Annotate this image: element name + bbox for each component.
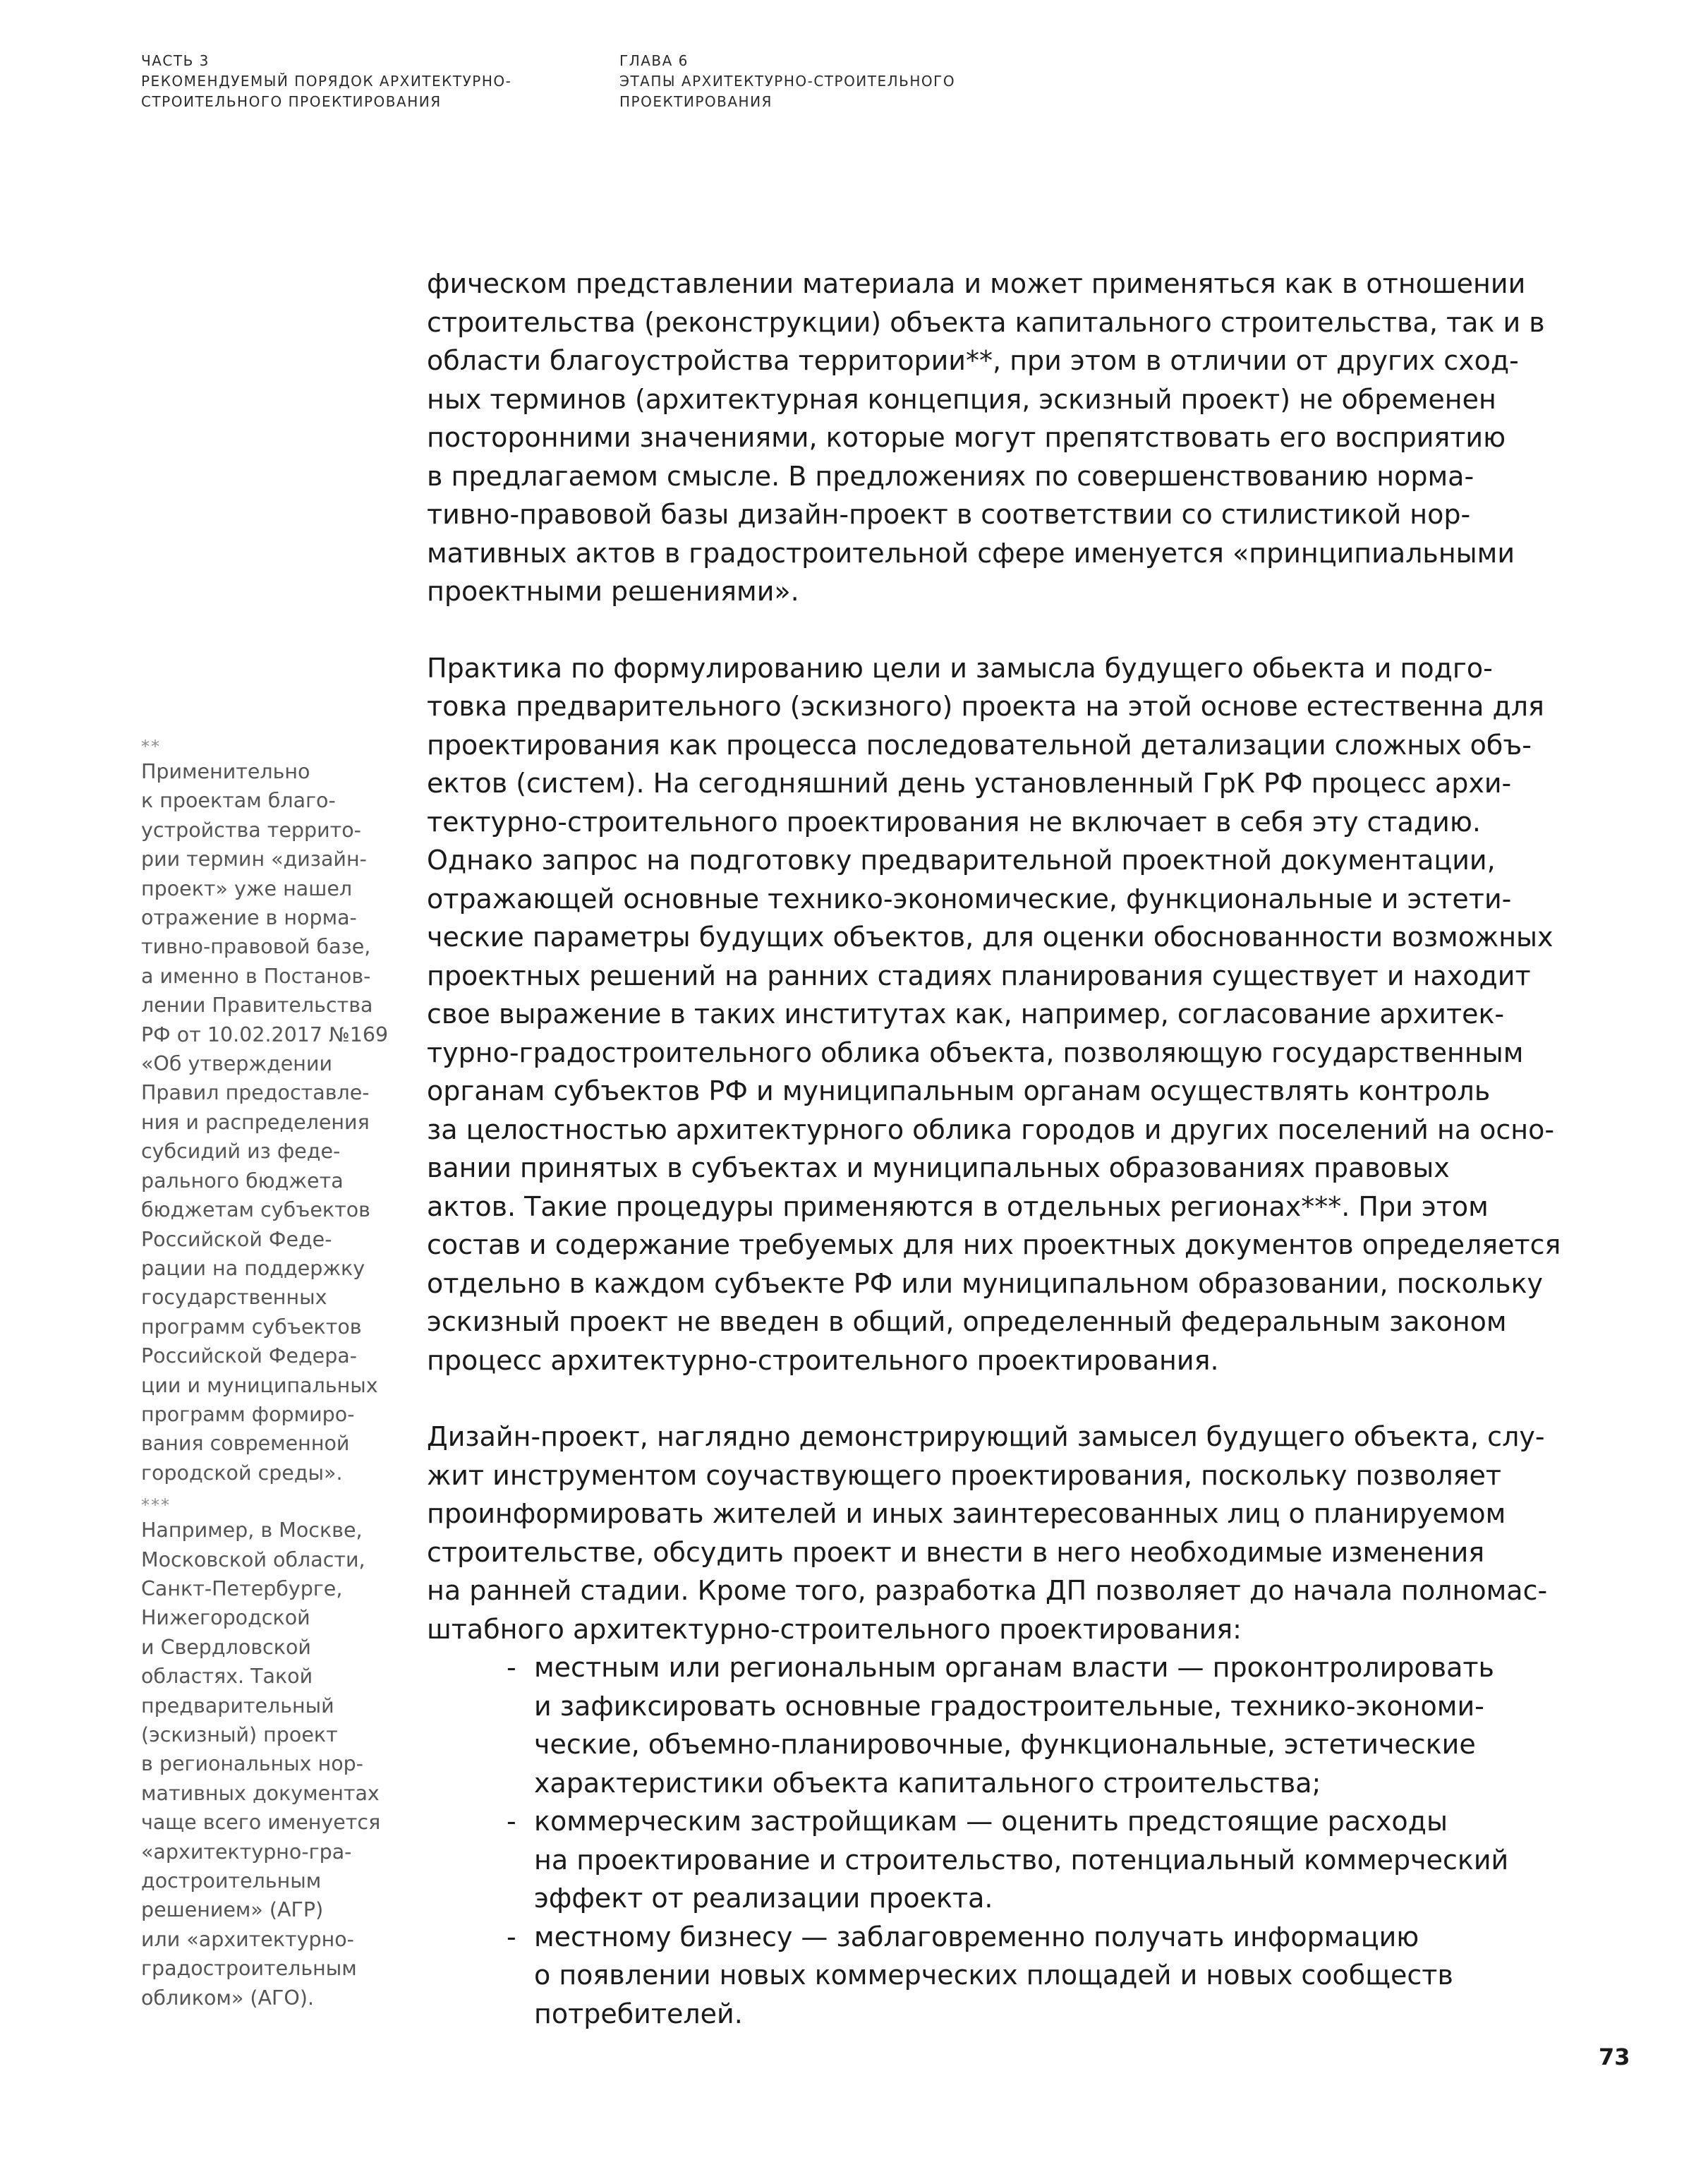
text-line: области благоустройства территории**, при этом в отличии от других сход- <box>427 345 1519 376</box>
footnote-line: бюджетам субъектов <box>141 1198 370 1222</box>
header-chapter-line: ЭТАПЫ АРХИТЕКТУРНО-СТРОИТЕЛЬНОГО <box>619 73 956 90</box>
footnote-line: тивно-правовой базе, <box>141 935 371 959</box>
sidebar-footnotes <box>141 736 395 2012</box>
text-line: свое выражение в таких институтах как, например, согласование архитек- <box>427 998 1505 1030</box>
text-line: коммерческим застройщикам — оценить предстоящие расходы <box>534 1806 1448 1837</box>
text-line: посторонними значениями, которые могут препятствовать его восприятию <box>427 422 1506 453</box>
text-line: о появлении новых коммерческих площадей и новых сообществ <box>534 1960 1453 1991</box>
text-line: строительства (реконструкции) объекта капитального строительства, так и в <box>427 306 1545 338</box>
footnote-line: программ формиро- <box>141 1402 355 1426</box>
footnote-line: Российской Феде- <box>141 1227 332 1251</box>
footnote-line: городской среды». <box>141 1461 343 1485</box>
text-line: проектирования как процесса последовательной детализации сложных объ- <box>427 729 1532 761</box>
footnote-line: субсидий из феде- <box>141 1140 341 1164</box>
text-line: характеристики объекта капитального строительства; <box>534 1767 1321 1799</box>
footnote <box>141 736 395 1487</box>
footnote-line: программ субъектов <box>141 1315 362 1339</box>
text-line: ческие параметры будущих объектов, для оценки обоснованности возможных <box>427 922 1553 953</box>
text-line: тектурно-строительного проектирования не включает в себя эту стадию. <box>427 806 1481 838</box>
footnote-line: лении Правительства <box>141 994 373 1018</box>
text-line: вании принятых в субъектах и муниципальных образованиях правовых <box>427 1152 1450 1183</box>
text-line: Дизайн-проект, наглядно демонстрирующий замысел будущего объекта, слу- <box>427 1421 1545 1452</box>
paragraph <box>427 1418 1548 2033</box>
footnote-line: Нижегородской <box>141 1606 310 1630</box>
footnote-line: государственных <box>141 1286 327 1310</box>
footnote-line: градостроительным <box>141 1957 357 1981</box>
text-line: состав и содержание требуемых для них проектных документов определяется <box>427 1229 1561 1260</box>
footnote-line: а именно в Постанов- <box>141 964 371 988</box>
bullet-marker: - <box>507 1806 516 1837</box>
footnote-line: к проектам благо- <box>141 789 336 813</box>
footnote-line: областях. Такой <box>141 1665 313 1689</box>
footnote-line: «Об утверждении <box>141 1052 332 1076</box>
text-line: в предлагаемом смысле. В предложениях по совершенствованию норма- <box>427 460 1474 492</box>
text-line: штабного архитектурно-строительного проектирования: <box>427 1613 1242 1645</box>
text-line: за целостностью архитектурного облика городов и других поселений на осно- <box>427 1113 1555 1145</box>
header-part-line: СТРОИТЕЛЬНОГО ПРОЕКТИРОВАНИЯ <box>141 93 442 110</box>
text-line: отражающей основные технико-экономические, функциональные и эстети- <box>427 883 1512 915</box>
text-line: проектными решениями». <box>427 576 799 607</box>
main-text <box>427 265 1561 2033</box>
header-chapter-line: ПРОЕКТИРОВАНИЯ <box>619 93 773 110</box>
footnote-line: РФ от 10.02.2017 №169 <box>141 1022 389 1046</box>
footnote-line: вания современной <box>141 1432 350 1456</box>
footnote-mark: *** <box>141 1495 171 1516</box>
footnote-line: Применительно <box>141 760 310 783</box>
text-line: отдельно в каждом субъекте РФ или муниципальном образовании, поскольку <box>427 1267 1544 1299</box>
text-line: ческие, объемно-планировочные, функциональные, эстетические <box>534 1729 1476 1760</box>
footnote-line: «архитектурно-гра- <box>141 1840 352 1864</box>
text-line: мативных актов в градостроительной сфере именуется «принципиальными <box>427 537 1515 569</box>
text-line: проинформировать жителей и иных заинтересованных лиц о планируемом <box>427 1498 1506 1529</box>
bullet-marker: - <box>507 1921 516 1952</box>
footnote-line: обликом» (АГО). <box>141 1986 315 2010</box>
text-line: эффект от реализации проекта. <box>534 1883 993 1914</box>
footnote-line: Российской Федера- <box>141 1344 358 1368</box>
footnote-line: рации на поддержку <box>141 1256 365 1280</box>
footnote-line: Правил предоставле- <box>141 1081 370 1105</box>
text-line: на проектирование и строительство, потенциальный коммерческий <box>534 1844 1509 1876</box>
footnote-line: чаще всего именуется <box>141 1811 381 1835</box>
footnote-line: Санкт-Петербурге, <box>141 1576 343 1600</box>
text-line: органам субъектов РФ и муниципальным органам осуществлять контроль <box>427 1075 1491 1106</box>
text-line: строительстве, обсудить проект и внести в него необходимые изменения <box>427 1536 1485 1568</box>
running-header-chapter <box>619 51 1057 112</box>
footnote-line: устройства террито- <box>141 818 361 842</box>
paragraph <box>427 649 1561 1380</box>
header-part-line: РЕКОМЕНДУЕМЫЙ ПОРЯДОК АРХИТЕКТУРНО- <box>141 73 512 90</box>
header-part-line: ЧАСТЬ 3 <box>141 52 210 69</box>
text-line: эскизный проект не введен в общий, определенный федеральным законом <box>427 1306 1507 1337</box>
text-line: потребителей. <box>534 1998 743 2029</box>
text-line: Практика по формулированию цели и замысла будущего обьекта и подго- <box>427 652 1493 684</box>
text-line: Однако запрос на подготовку предварительной проектной документации, <box>427 845 1496 876</box>
text-line: проектных решений на ранних стадиях планирования существует и находит <box>427 960 1531 991</box>
bullet-marker: - <box>507 1652 516 1683</box>
footnote-line: и Свердловской <box>141 1635 311 1659</box>
text-line: местному бизнесу — заблаговременно получать информацию <box>534 1921 1419 1952</box>
page-number: 73 <box>1599 2044 1630 2070</box>
footnote-line: или «архитектурно- <box>141 1927 354 1951</box>
footnote-line: решением» (АГР) <box>141 1898 324 1922</box>
footnote-line: ции и муниципальных <box>141 1373 378 1397</box>
footnote-line: мативных документах <box>141 1781 380 1805</box>
text-line: турно-градостроительного облика объекта, позволяющую государственным <box>427 1037 1524 1068</box>
text-line: жит инструментом соучаствующего проектирования, поскольку позволяет <box>427 1459 1502 1491</box>
footnote-line: в региональных нор- <box>141 1752 364 1776</box>
running-header-part <box>141 51 579 112</box>
footnote-line: ния и распределения <box>141 1110 370 1134</box>
list-item <box>427 1802 1542 1918</box>
text-line: тивно-правовой базы дизайн-проект в соответствии со стилистикой нор- <box>427 499 1471 530</box>
text-line: ных терминов (архитектурная концепция, эскизный проект) не обременен <box>427 383 1496 415</box>
paragraph <box>427 265 1545 611</box>
bullet-list <box>427 1648 1542 2033</box>
footnote-line: проект» уже нашел <box>141 876 353 900</box>
footnote-line: Например, в Москве, <box>141 1519 363 1543</box>
footnote-line: (эскизный) проект <box>141 1723 338 1746</box>
text-line: товка предварительного (эскизного) проекта на этой основе естественна для <box>427 691 1544 722</box>
footnote-line: рии термин «дизайн- <box>141 847 367 871</box>
list-item <box>427 1648 1542 1802</box>
text-line: процесс архитектурно-строительного проектирования. <box>427 1344 1219 1376</box>
footnote-line: Московской области, <box>141 1547 365 1571</box>
footnote-line: рального бюджета <box>141 1169 344 1193</box>
header-chapter-line: ГЛАВА 6 <box>619 52 689 69</box>
list-item <box>427 1918 1542 2034</box>
text-line: ектов (систем). На сегодняшний день установленный ГрК РФ процесс архи- <box>427 768 1512 799</box>
footnote <box>141 1495 395 2012</box>
text-line: актов. Такие процедуры применяются в отдельных регионах***. При этом <box>427 1190 1489 1222</box>
footnote-mark: ** <box>141 737 161 756</box>
text-line: фическом представлении материала и может применяться как в отношении <box>427 268 1526 299</box>
text-line: местным или региональным органам власти — проконтролировать <box>534 1652 1494 1683</box>
footnote-line: отражение в норма- <box>141 906 357 930</box>
footnote-line: достроительным <box>141 1869 322 1893</box>
footnote-line: предварительный <box>141 1694 334 1718</box>
text-line: и зафиксировать основные градостроительные, технико-экономи- <box>534 1690 1484 1722</box>
text-line: на ранней стадии. Кроме того, разработка ДП позволяет до начала полномас- <box>427 1575 1548 1606</box>
